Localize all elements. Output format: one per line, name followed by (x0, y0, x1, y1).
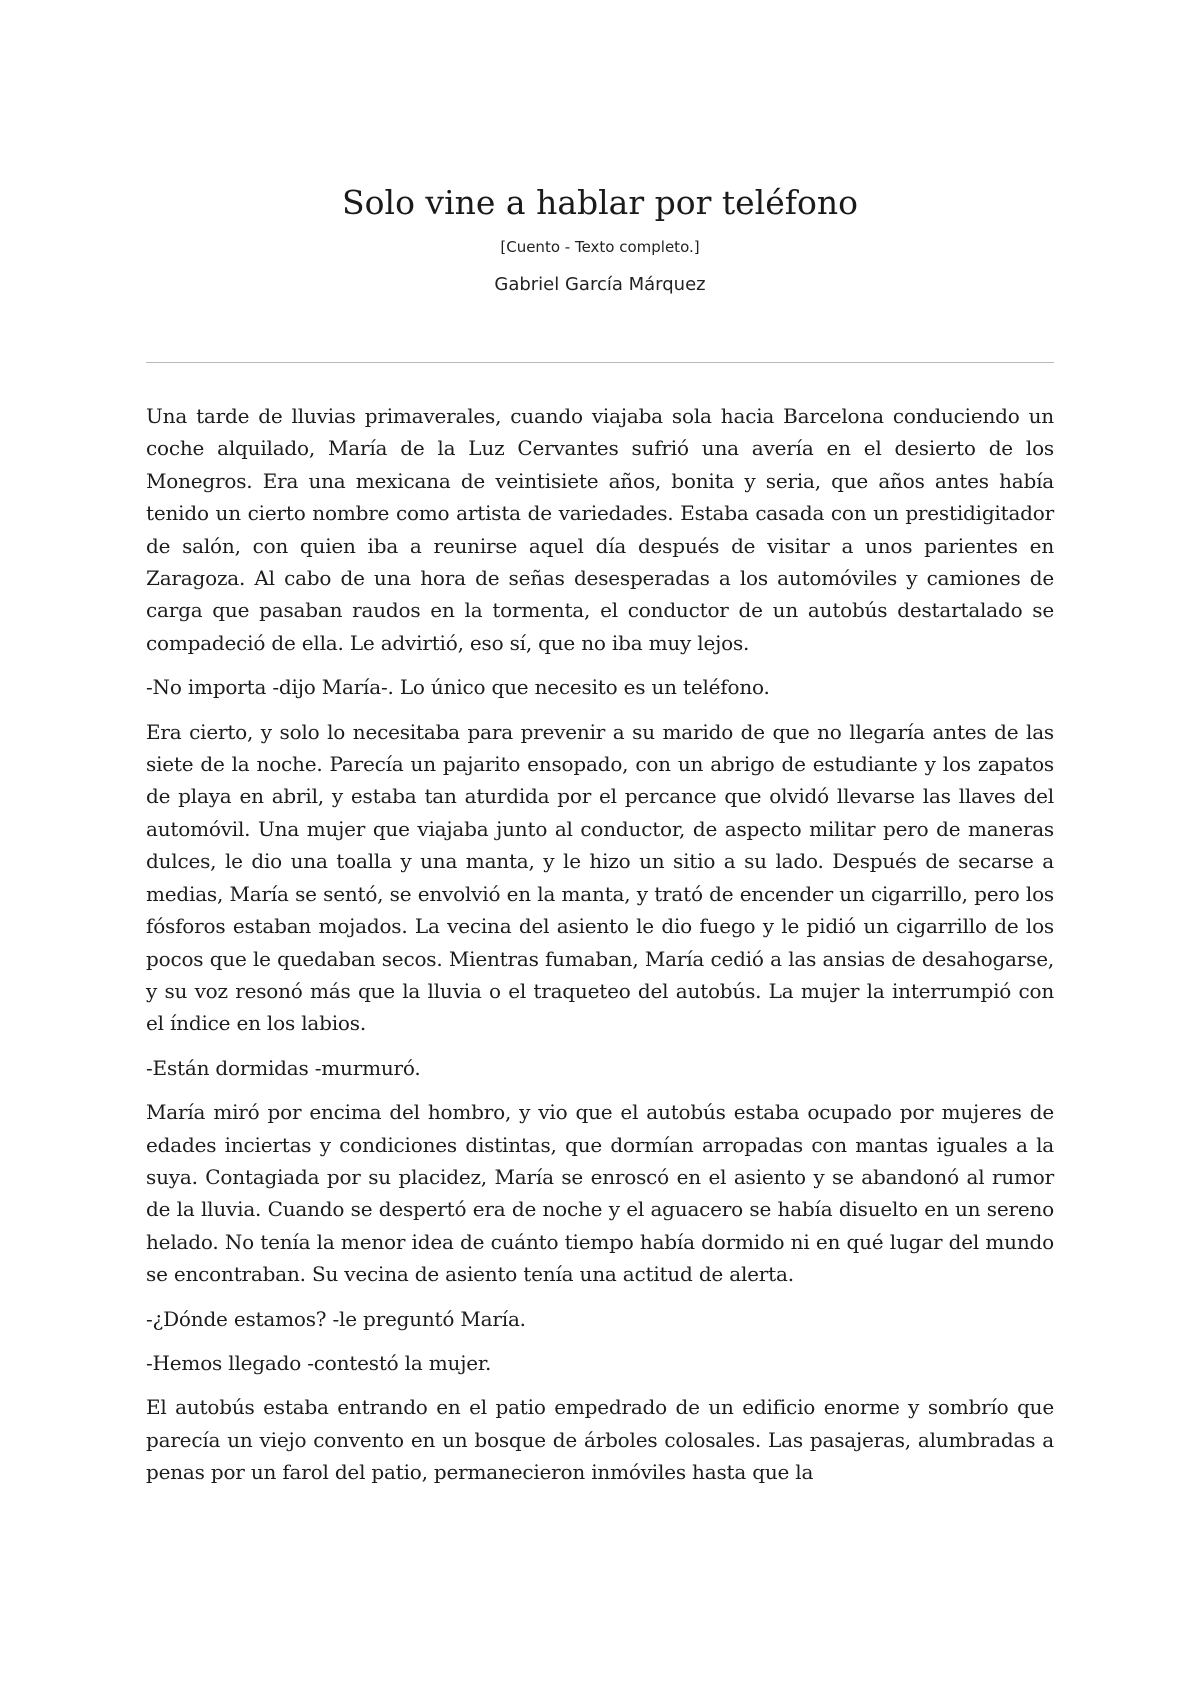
paragraph: -Están dormidas -murmuró. (146, 1055, 421, 1080)
author-name: Gabriel García Márquez (494, 274, 706, 295)
paragraph: Era cierto, y solo lo necesitaba para prevenir a su marido de que no llegaría antes de las siete de la noche. Parecía un pajarito ensopado, con un abrigo de estudiante y los zapatos de playa en abril, y estaba tan aturdida por el percance que olvidó llevarse las llaves del automóvil. Una mujer que viajaba junto al conductor, de aspecto militar pero de maneras dulces, le dio una toalla y una manta, y le hizo un sitio a su lado. Después de secarse a medias, María se sentó, se envolvió en la manta, y trató de encender un cigarrillo, pero los fósforos estaban mojados. La vecina del asiento le dio fuego y le pidió un cigarrillo de los pocos que le quedaban secos. Mientras fumaban, María cedió a las ansias de desahogarse, y su voz resonó más que la lluvia o el traqueteo del autobús. La mujer la interrumpió con el índice en los labios. (146, 719, 1054, 1036)
page-title: Solo vine a hablar por teléfono (342, 183, 858, 222)
header-divider (146, 362, 1054, 363)
story-body (146, 400, 1054, 1501)
paragraph: El autobús estaba entrando en el patio empedrado de un edificio enorme y sombrío que parecía un viejo convento en un bosque de árboles colosales. Las pasajeras, alumbradas a penas por un farol del patio, permanecieron inmóviles hasta que la (146, 1395, 1054, 1485)
document-header (146, 180, 1054, 298)
paragraph: -Hemos llegado -contestó la mujer. (146, 1350, 492, 1375)
paragraph: -No importa -dijo María-. Lo único que necesito es un teléfono. (146, 675, 770, 700)
document-subtitle: [Cuento - Texto completo.] (500, 238, 700, 256)
paragraph: María miró por encima del hombro, y vio que el autobús estaba ocupado por mujeres de edades inciertas y condiciones distintas, que dormían arropadas con mantas iguales a la suya. Contagiada por su placidez, María se enroscó en el asiento y se abandonó al rumor de la lluvia. Cuando se despertó era de noche y el aguacero se había disuelto en un sereno helado. No tenía la menor idea de cuánto tiempo había dormido ni en qué lugar del mundo se encontraban. Su vecina de asiento tenía una actitud de alerta. (146, 1100, 1054, 1287)
paragraph: Una tarde de lluvias primaverales, cuando viajaba sola hacia Barcelona conduciendo un coche alquilado, María de la Luz Cervantes sufrió una avería en el desierto de los Monegros. Era una mexicana de veintisiete años, bonita y seria, que años antes había tenido un cierto nombre como artista de variedades. Estaba casada con un prestidigitador de salón, con quien iba a reunirse aquel día después de visitar a unos parientes en Zaragoza. Al cabo de una hora de señas desesperadas a los automóviles y camiones de carga que pasaban raudos en la tormenta, el conductor de un autobús destartalado se compadeció de ella. Le advirtió, eso sí, que no iba muy lejos. (146, 404, 1054, 655)
paragraph: -¿Dónde estamos? -le preguntó María. (146, 1306, 526, 1331)
